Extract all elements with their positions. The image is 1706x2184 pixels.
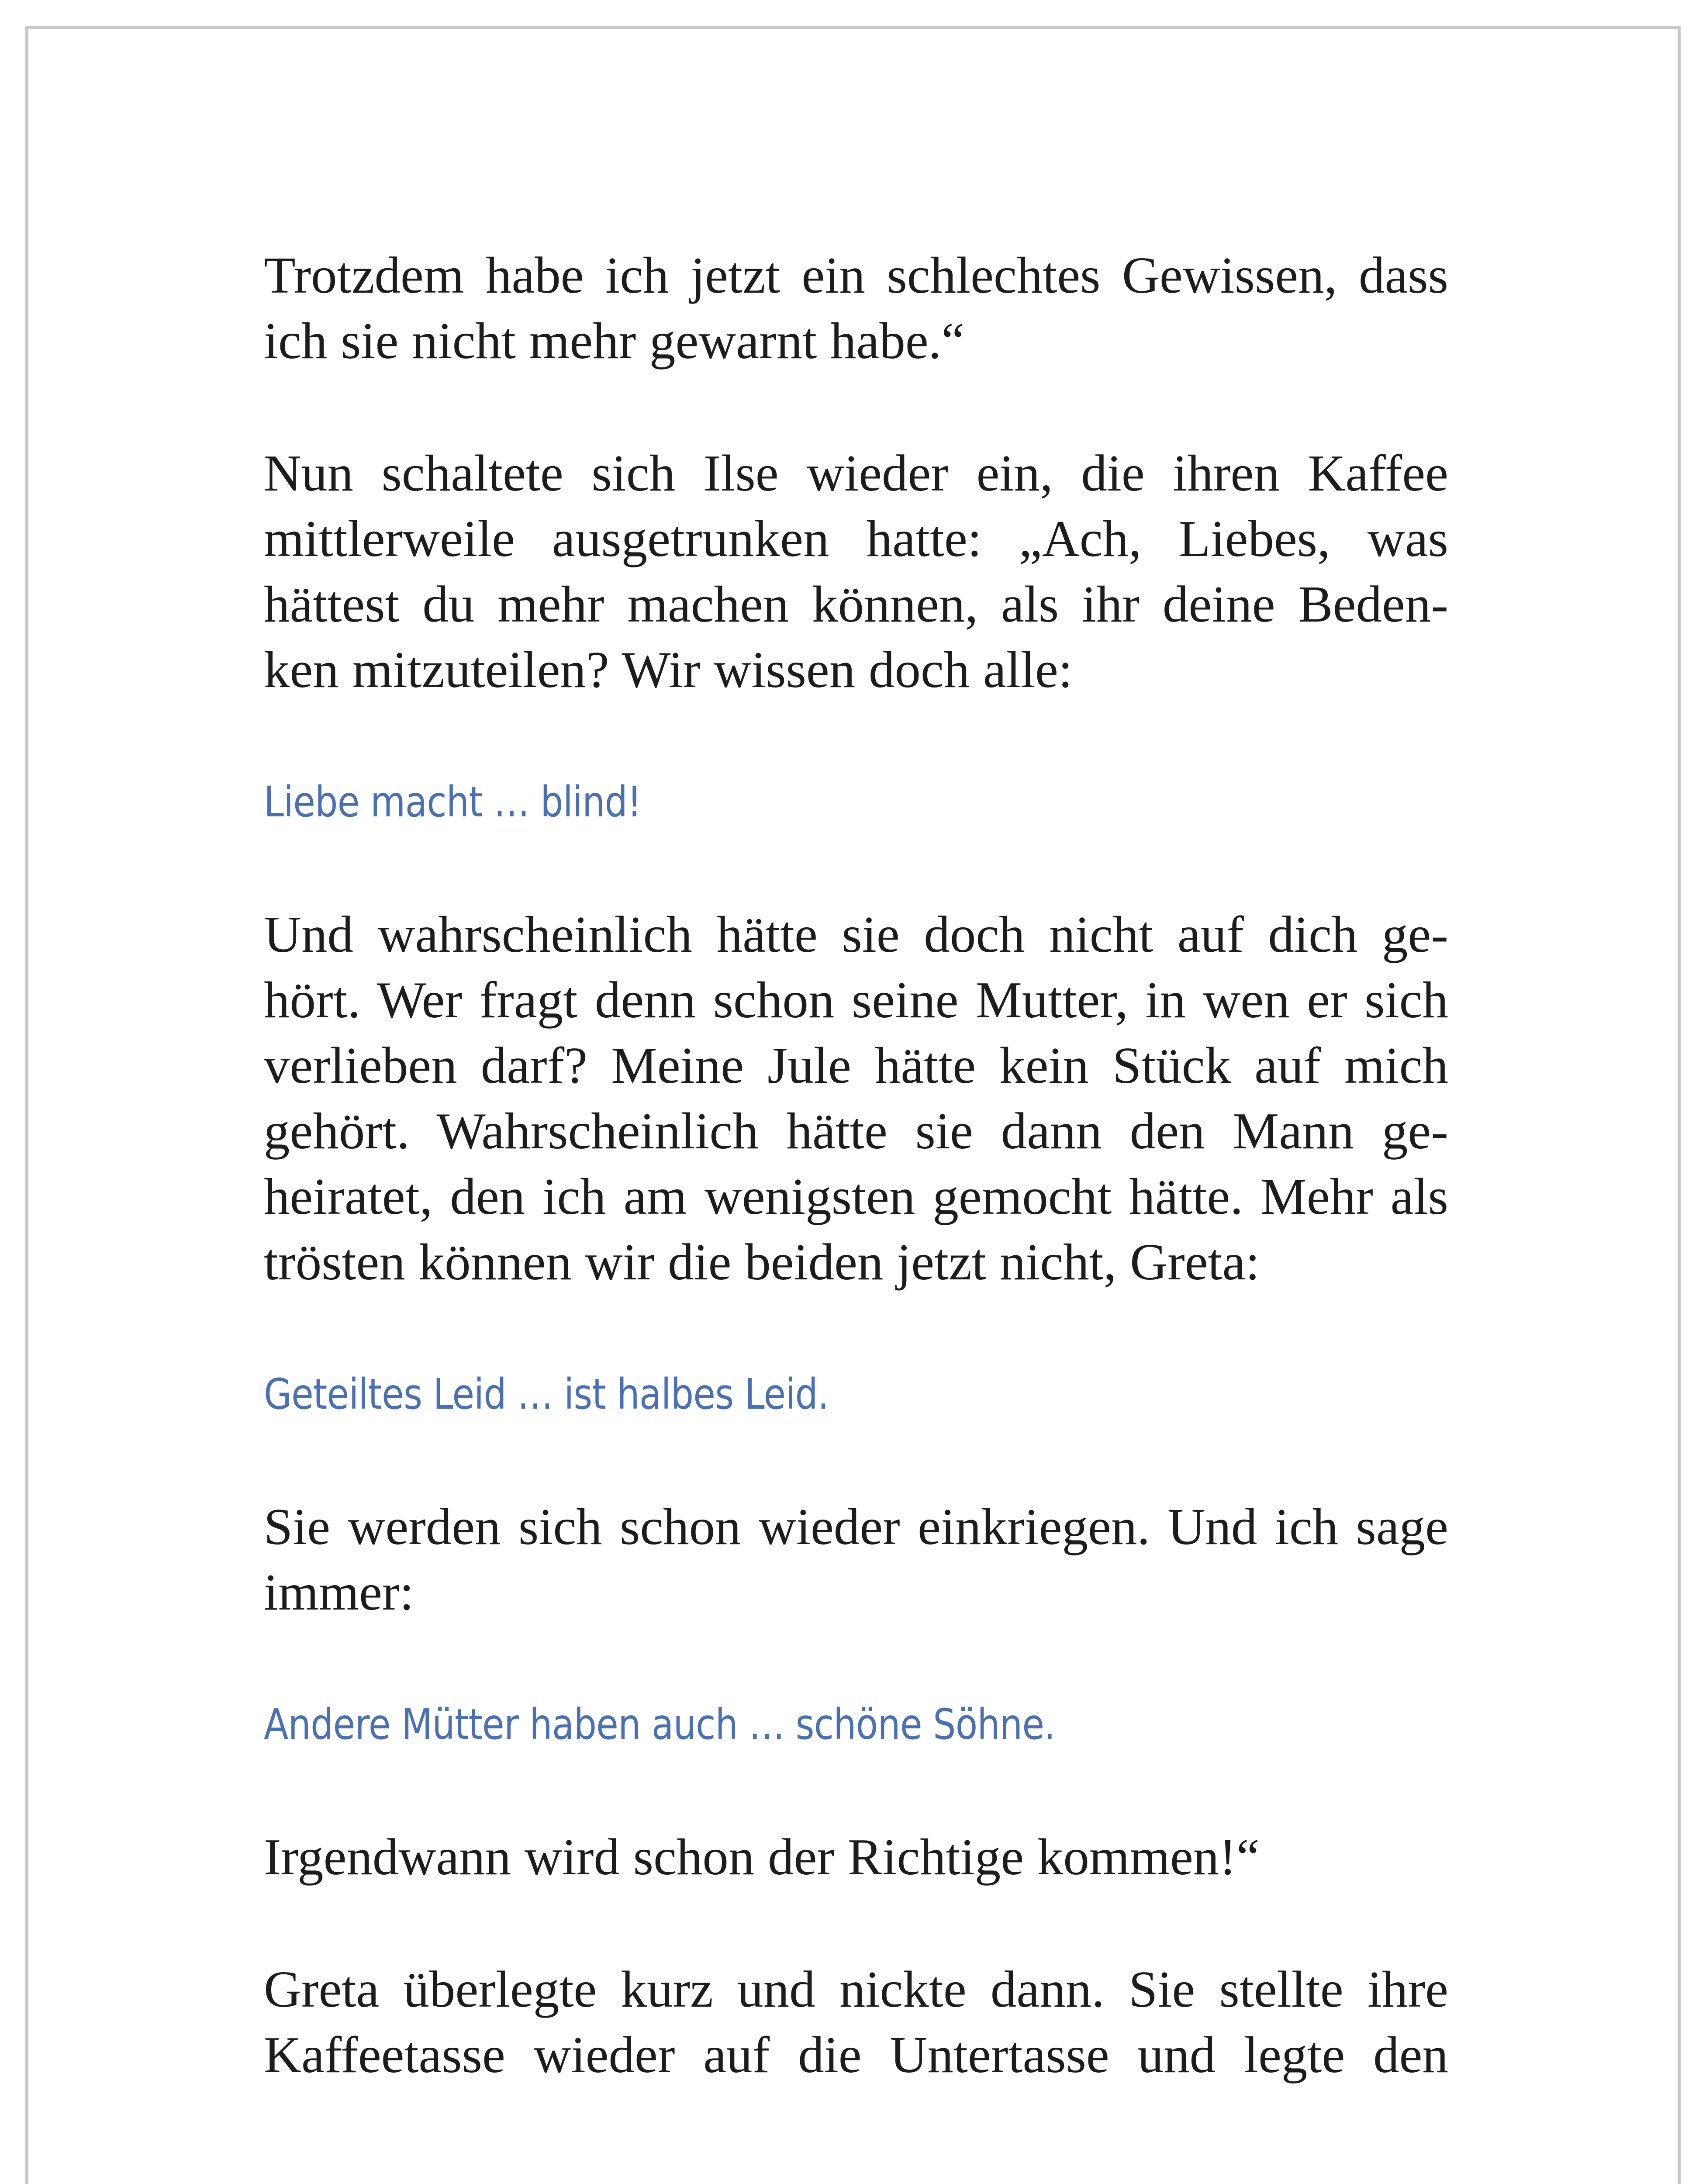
- paragraph-4: [264, 1494, 1448, 1625]
- paragraph-3: [264, 902, 1448, 1295]
- book-text: [264, 242, 1448, 2154]
- text-line: immer:: [264, 1563, 414, 1621]
- text-line: Sie werden sich schon wieder einkriegen. Und ich sage: [264, 1498, 1448, 1555]
- text-line: mittlerweile ausgetrunken hatte: „Ach, Liebes, was: [264, 510, 1448, 567]
- text-line: Greta überlegte kurz und nickte dann. Sie stellte ihre: [264, 1960, 1448, 2018]
- text-line: Irgendwann wird schon der Richtige kommen!“: [264, 1828, 1260, 1886]
- paragraph-5: [264, 1824, 1448, 1890]
- proverb-quote-1: Liebe macht … blind!: [264, 778, 642, 826]
- text-line: Kaffeetasse wieder auf die Untertasse und legte den: [264, 2026, 1448, 2084]
- text-line: verlieben darf? Meine Jule hätte kein Stück auf mich: [264, 1037, 1448, 1094]
- paragraph-6: [264, 1956, 1448, 2087]
- text-line: ken mitzuteilen? Wir wissen doch alle:: [264, 641, 1073, 698]
- text-line: hättest du mehr machen können, als ihr deine Beden-: [264, 575, 1448, 633]
- text-line: Und wahrscheinlich hätte sie doch nicht auf dich ge-: [264, 905, 1448, 963]
- text-line: hört. Wer fragt denn schon seine Mutter, in wen er sich: [264, 971, 1448, 1029]
- text-line: trösten können wir die beiden jetzt nicht, Greta:: [264, 1233, 1260, 1291]
- text-line: Trotzdem habe ich jetzt ein schlechtes Gewissen, dass: [264, 246, 1448, 304]
- paragraph-2: [264, 440, 1448, 702]
- paragraph-1: [264, 242, 1448, 373]
- proverb-quote-3: Andere Mütter haben auch … schöne Söhne.: [264, 1700, 1055, 1749]
- text-line: Nun schaltete sich Ilse wieder ein, die ihren Kaffee: [264, 444, 1448, 502]
- text-line: ich sie nicht mehr gewarnt habe.“: [264, 312, 965, 370]
- proverb-quote-2: Geteiltes Leid … ist halbes Leid.: [264, 1370, 829, 1419]
- text-line: gehört. Wahrscheinlich hätte sie dann den Mann ge-: [264, 1102, 1448, 1160]
- text-line: heiratet, den ich am wenigsten gemocht hätte. Mehr als: [264, 1168, 1448, 1225]
